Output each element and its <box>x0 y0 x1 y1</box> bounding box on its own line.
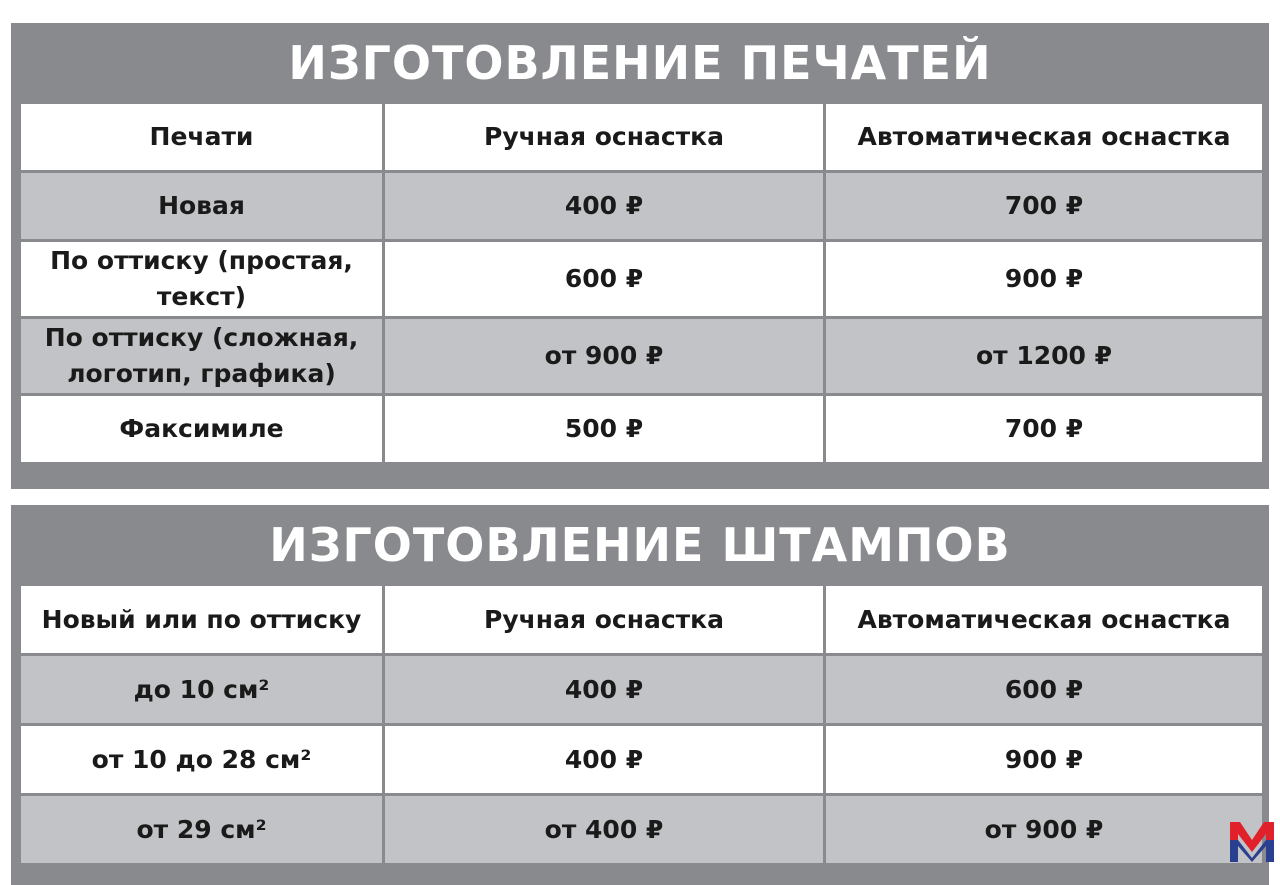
table-row <box>20 318 1264 395</box>
shtampy-section <box>11 505 1269 885</box>
row-label: Новая <box>20 172 384 241</box>
section-title: ИЗГОТОВЛЕНИЕ ПЕЧАТЕЙ <box>288 36 992 90</box>
price-cell: 900 ₽ <box>825 725 1264 795</box>
price-cell: 900 ₽ <box>825 241 1264 318</box>
column-header: Новый или по оттиску <box>20 585 384 655</box>
price-cell: от 900 ₽ <box>384 318 825 395</box>
price-cell: от 900 ₽ <box>825 795 1264 865</box>
row-label: По оттиску (простая, текст) <box>20 241 384 318</box>
price-cell: 700 ₽ <box>825 172 1264 241</box>
row-label: Факсимиле <box>20 395 384 464</box>
price-cell: от 1200 ₽ <box>825 318 1264 395</box>
row-label: до 10 см² <box>20 655 384 725</box>
shtampy-price-table <box>18 583 1265 866</box>
section-title: ИЗГОТОВЛЕНИЕ ШТАМПОВ <box>269 518 1011 572</box>
column-header: Ручная оснастка <box>384 585 825 655</box>
row-label: от 29 см² <box>20 795 384 865</box>
pechati-section <box>11 23 1269 489</box>
price-cell: от 400 ₽ <box>384 795 825 865</box>
row-label: По оттиску (сложная, логотип, графика) <box>20 318 384 395</box>
price-cell: 600 ₽ <box>384 241 825 318</box>
price-cell: 400 ₽ <box>384 655 825 725</box>
column-header: Автоматическая оснастка <box>825 585 1264 655</box>
table-row <box>20 725 1264 795</box>
price-cell: 400 ₽ <box>384 725 825 795</box>
price-cell: 700 ₽ <box>825 395 1264 464</box>
pechati-price-table <box>18 101 1265 465</box>
table-row <box>20 172 1264 241</box>
table-row <box>20 795 1264 865</box>
column-header: Ручная оснастка <box>384 103 825 172</box>
row-label: от 10 до 28 см² <box>20 725 384 795</box>
price-cell: 600 ₽ <box>825 655 1264 725</box>
table-row <box>20 241 1264 318</box>
table-row <box>20 655 1264 725</box>
price-cell: 500 ₽ <box>384 395 825 464</box>
price-cell: 400 ₽ <box>384 172 825 241</box>
column-header: Печати <box>20 103 384 172</box>
table-row <box>20 395 1264 464</box>
table-header-row <box>20 103 1264 172</box>
table-header-row <box>20 585 1264 655</box>
logo-m-icon <box>1228 818 1276 862</box>
column-header: Автоматическая оснастка <box>825 103 1264 172</box>
